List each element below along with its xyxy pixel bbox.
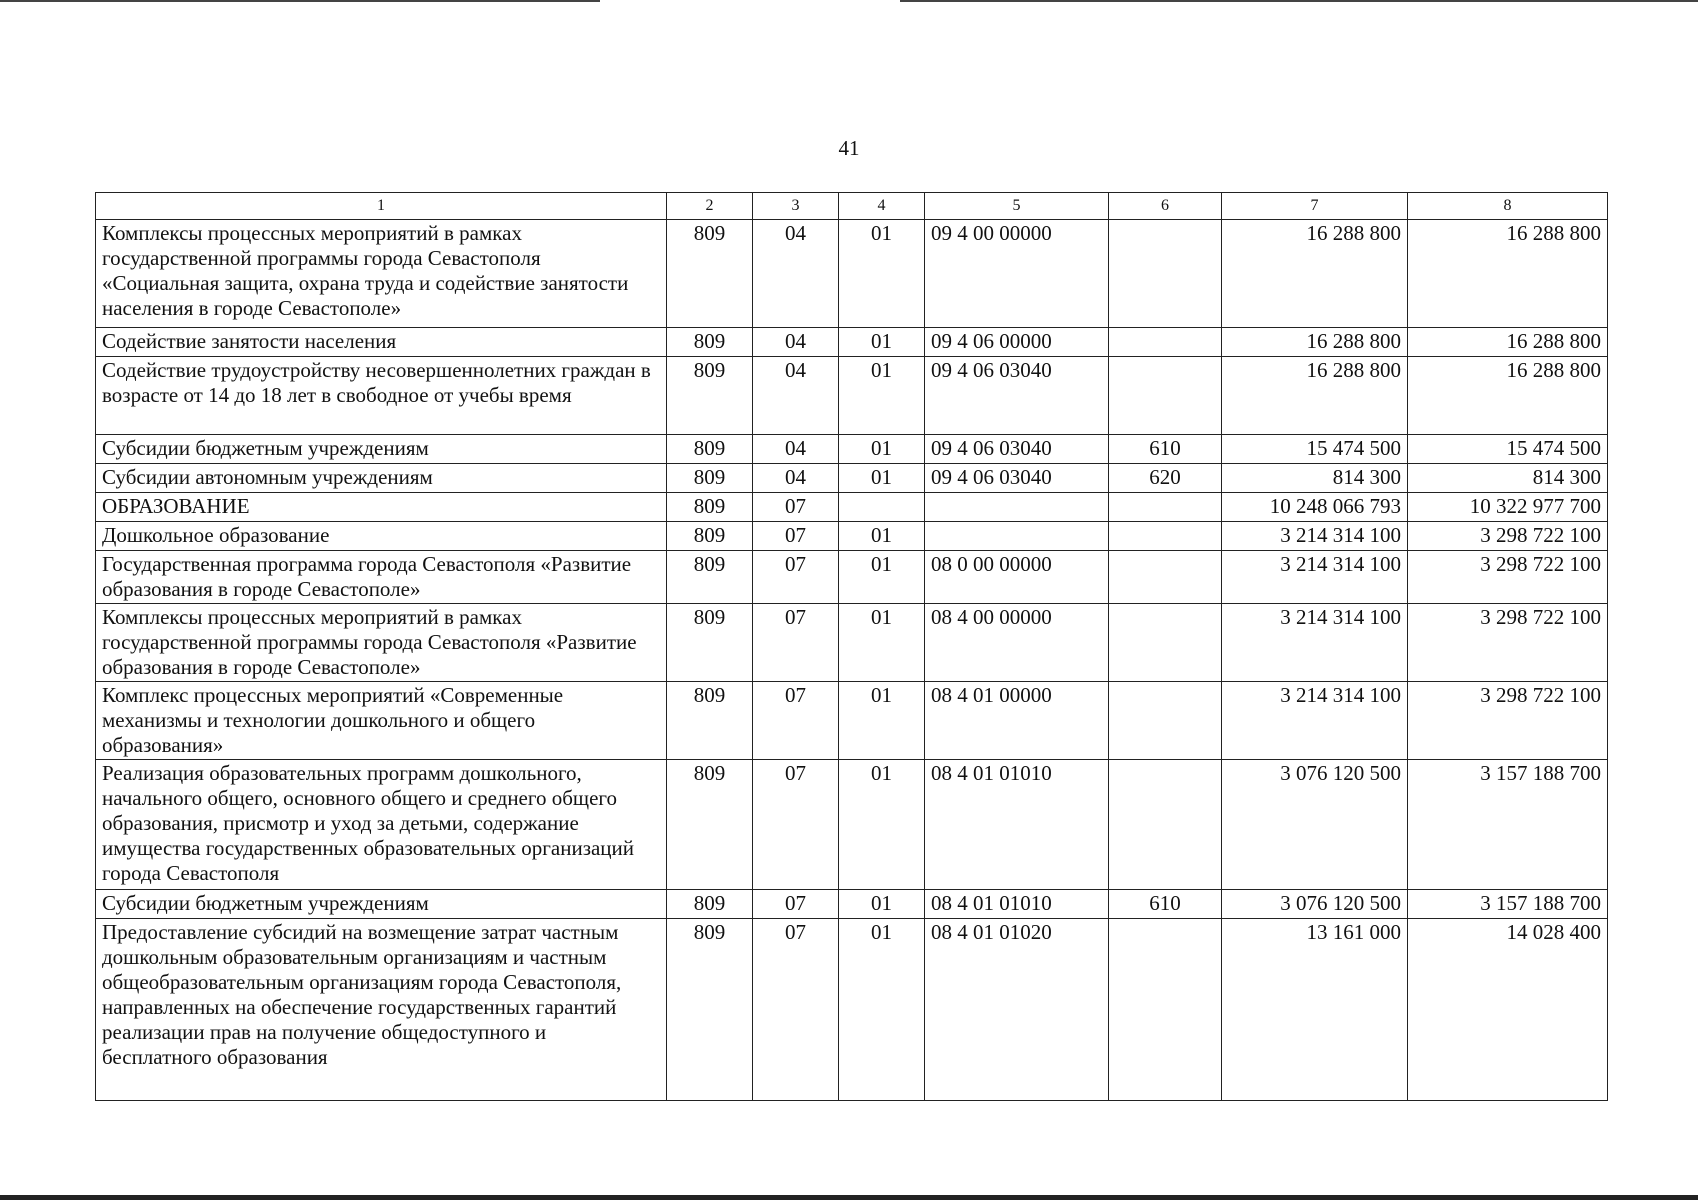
budget-table	[95, 192, 1608, 1101]
cell-amount-year1: 10 248 066 793	[1222, 493, 1408, 522]
cell-section: 04	[753, 464, 839, 493]
cell-expense-type	[1109, 682, 1222, 760]
column-header: 4	[839, 193, 925, 220]
cell-section: 07	[753, 522, 839, 551]
cell-subsection: 01	[839, 522, 925, 551]
cell-target-article: 08 0 00 00000	[925, 551, 1109, 604]
cell-ministry: 809	[667, 919, 753, 1101]
table-row	[96, 522, 1608, 551]
cell-section: 07	[753, 919, 839, 1101]
cell-subsection: 01	[839, 551, 925, 604]
table-row	[96, 890, 1608, 919]
table-row	[96, 435, 1608, 464]
cell-amount-year1: 3 076 120 500	[1222, 760, 1408, 890]
cell-amount-year1: 3 214 314 100	[1222, 522, 1408, 551]
cell-section: 07	[753, 890, 839, 919]
cell-amount-year1: 3 214 314 100	[1222, 604, 1408, 682]
cell-expense-type: 610	[1109, 890, 1222, 919]
cell-ministry: 809	[667, 522, 753, 551]
cell-subsection: 01	[839, 357, 925, 435]
table-row	[96, 604, 1608, 682]
cell-target-article: 08 4 01 01020	[925, 919, 1109, 1101]
cell-target-article: 08 4 01 01010	[925, 890, 1109, 919]
row-name: Предоставление субсидий на возмещение затрат частным дошкольным образовательным организациям и частным общеобразовательным организациям города Севастополя, направленных на обеспечение государственных гарантий реализации прав на получение общедоступного и бесплатного образования	[96, 919, 667, 1101]
cell-ministry: 809	[667, 551, 753, 604]
cell-expense-type	[1109, 604, 1222, 682]
table-row	[96, 682, 1608, 760]
cell-target-article: 09 4 06 03040	[925, 435, 1109, 464]
cell-expense-type	[1109, 760, 1222, 890]
column-header: 5	[925, 193, 1109, 220]
cell-expense-type	[1109, 522, 1222, 551]
cell-ministry: 809	[667, 328, 753, 357]
cell-subsection: 01	[839, 760, 925, 890]
cell-subsection	[839, 493, 925, 522]
cell-amount-year2: 10 322 977 700	[1408, 493, 1608, 522]
cell-expense-type: 620	[1109, 464, 1222, 493]
cell-amount-year2: 16 288 800	[1408, 328, 1608, 357]
scan-edge-top-left	[0, 0, 600, 2]
cell-section: 07	[753, 760, 839, 890]
cell-amount-year2: 814 300	[1408, 464, 1608, 493]
cell-section: 04	[753, 220, 839, 328]
cell-subsection: 01	[839, 890, 925, 919]
cell-amount-year1: 16 288 800	[1222, 357, 1408, 435]
scan-edge-top-right	[900, 0, 1698, 2]
row-name: Субсидии бюджетным учреждениям	[96, 435, 667, 464]
cell-subsection: 01	[839, 682, 925, 760]
cell-amount-year2: 3 298 722 100	[1408, 682, 1608, 760]
table-row	[96, 357, 1608, 435]
column-header: 3	[753, 193, 839, 220]
cell-target-article: 09 4 06 00000	[925, 328, 1109, 357]
cell-target-article: 08 4 00 00000	[925, 604, 1109, 682]
row-name: Субсидии бюджетным учреждениям	[96, 890, 667, 919]
cell-ministry: 809	[667, 760, 753, 890]
cell-section: 07	[753, 604, 839, 682]
cell-ministry: 809	[667, 493, 753, 522]
cell-ministry: 809	[667, 435, 753, 464]
cell-section: 07	[753, 682, 839, 760]
cell-section: 04	[753, 435, 839, 464]
cell-expense-type	[1109, 551, 1222, 604]
cell-section: 04	[753, 357, 839, 435]
cell-subsection: 01	[839, 464, 925, 493]
row-name: Дошкольное образование	[96, 522, 667, 551]
page-number: 41	[838, 136, 860, 160]
cell-ministry: 809	[667, 604, 753, 682]
cell-target-article	[925, 493, 1109, 522]
row-name: Государственная программа города Севастополя «Развитие образования в городе Севастополе»	[96, 551, 667, 604]
cell-target-article	[925, 522, 1109, 551]
cell-expense-type: 610	[1109, 435, 1222, 464]
column-header: 7	[1222, 193, 1408, 220]
cell-amount-year1: 15 474 500	[1222, 435, 1408, 464]
row-name: ОБРАЗОВАНИЕ	[96, 493, 667, 522]
table-header-row	[96, 193, 1608, 220]
table-row	[96, 760, 1608, 890]
cell-amount-year2: 3 298 722 100	[1408, 604, 1608, 682]
column-header: 6	[1109, 193, 1222, 220]
cell-expense-type	[1109, 220, 1222, 328]
cell-amount-year1: 13 161 000	[1222, 919, 1408, 1101]
cell-amount-year1: 3 214 314 100	[1222, 682, 1408, 760]
cell-ministry: 809	[667, 220, 753, 328]
table-row	[96, 493, 1608, 522]
table-row	[96, 551, 1608, 604]
cell-section: 07	[753, 551, 839, 604]
cell-expense-type	[1109, 919, 1222, 1101]
cell-amount-year2: 3 157 188 700	[1408, 760, 1608, 890]
column-header: 2	[667, 193, 753, 220]
cell-section: 04	[753, 328, 839, 357]
table-row	[96, 220, 1608, 328]
scan-edge-bottom	[0, 1195, 1698, 1200]
cell-amount-year1: 814 300	[1222, 464, 1408, 493]
cell-target-article: 09 4 06 03040	[925, 464, 1109, 493]
row-name: Содействие трудоустройству несовершеннолетних граждан в возрасте от 14 до 18 лет в свободное от учебы время	[96, 357, 667, 435]
column-header: 1	[96, 193, 667, 220]
row-name: Комплекс процессных мероприятий «Современные механизмы и технологии дошкольного и общего образования»	[96, 682, 667, 760]
table-row	[96, 919, 1608, 1101]
cell-amount-year1: 16 288 800	[1222, 220, 1408, 328]
table-row	[96, 464, 1608, 493]
cell-expense-type	[1109, 493, 1222, 522]
cell-subsection: 01	[839, 435, 925, 464]
row-name: Реализация образовательных программ дошкольного, начального общего, основного общего и среднего общего образования, присмотр и уход за детьми, содержание имущества государственных образовательных организаций города Севастополя	[96, 760, 667, 890]
row-name: Субсидии автономным учреждениям	[96, 464, 667, 493]
cell-amount-year2: 3 157 188 700	[1408, 890, 1608, 919]
cell-section: 07	[753, 493, 839, 522]
cell-subsection: 01	[839, 919, 925, 1101]
cell-amount-year2: 3 298 722 100	[1408, 551, 1608, 604]
cell-amount-year2: 14 028 400	[1408, 919, 1608, 1101]
cell-ministry: 809	[667, 682, 753, 760]
cell-amount-year1: 3 076 120 500	[1222, 890, 1408, 919]
cell-ministry: 809	[667, 464, 753, 493]
row-name: Содействие занятости населения	[96, 328, 667, 357]
cell-subsection: 01	[839, 220, 925, 328]
cell-amount-year1: 16 288 800	[1222, 328, 1408, 357]
cell-ministry: 809	[667, 890, 753, 919]
cell-amount-year2: 15 474 500	[1408, 435, 1608, 464]
row-name: Комплексы процессных мероприятий в рамках государственной программы города Севастополя «Социальная защита, охрана труда и содействие занятости населения в городе Севастополе»	[96, 220, 667, 328]
cell-amount-year2: 16 288 800	[1408, 357, 1608, 435]
cell-target-article: 09 4 00 00000	[925, 220, 1109, 328]
cell-target-article: 08 4 01 01010	[925, 760, 1109, 890]
cell-target-article: 09 4 06 03040	[925, 357, 1109, 435]
cell-amount-year2: 16 288 800	[1408, 220, 1608, 328]
cell-amount-year1: 3 214 314 100	[1222, 551, 1408, 604]
cell-target-article: 08 4 01 00000	[925, 682, 1109, 760]
cell-expense-type	[1109, 357, 1222, 435]
cell-subsection: 01	[839, 604, 925, 682]
table-row	[96, 328, 1608, 357]
row-name: Комплексы процессных мероприятий в рамках государственной программы города Севастополя «Развитие образования в городе Севастополе»	[96, 604, 667, 682]
cell-ministry: 809	[667, 357, 753, 435]
cell-subsection: 01	[839, 328, 925, 357]
cell-amount-year2: 3 298 722 100	[1408, 522, 1608, 551]
cell-expense-type	[1109, 328, 1222, 357]
column-header: 8	[1408, 193, 1608, 220]
